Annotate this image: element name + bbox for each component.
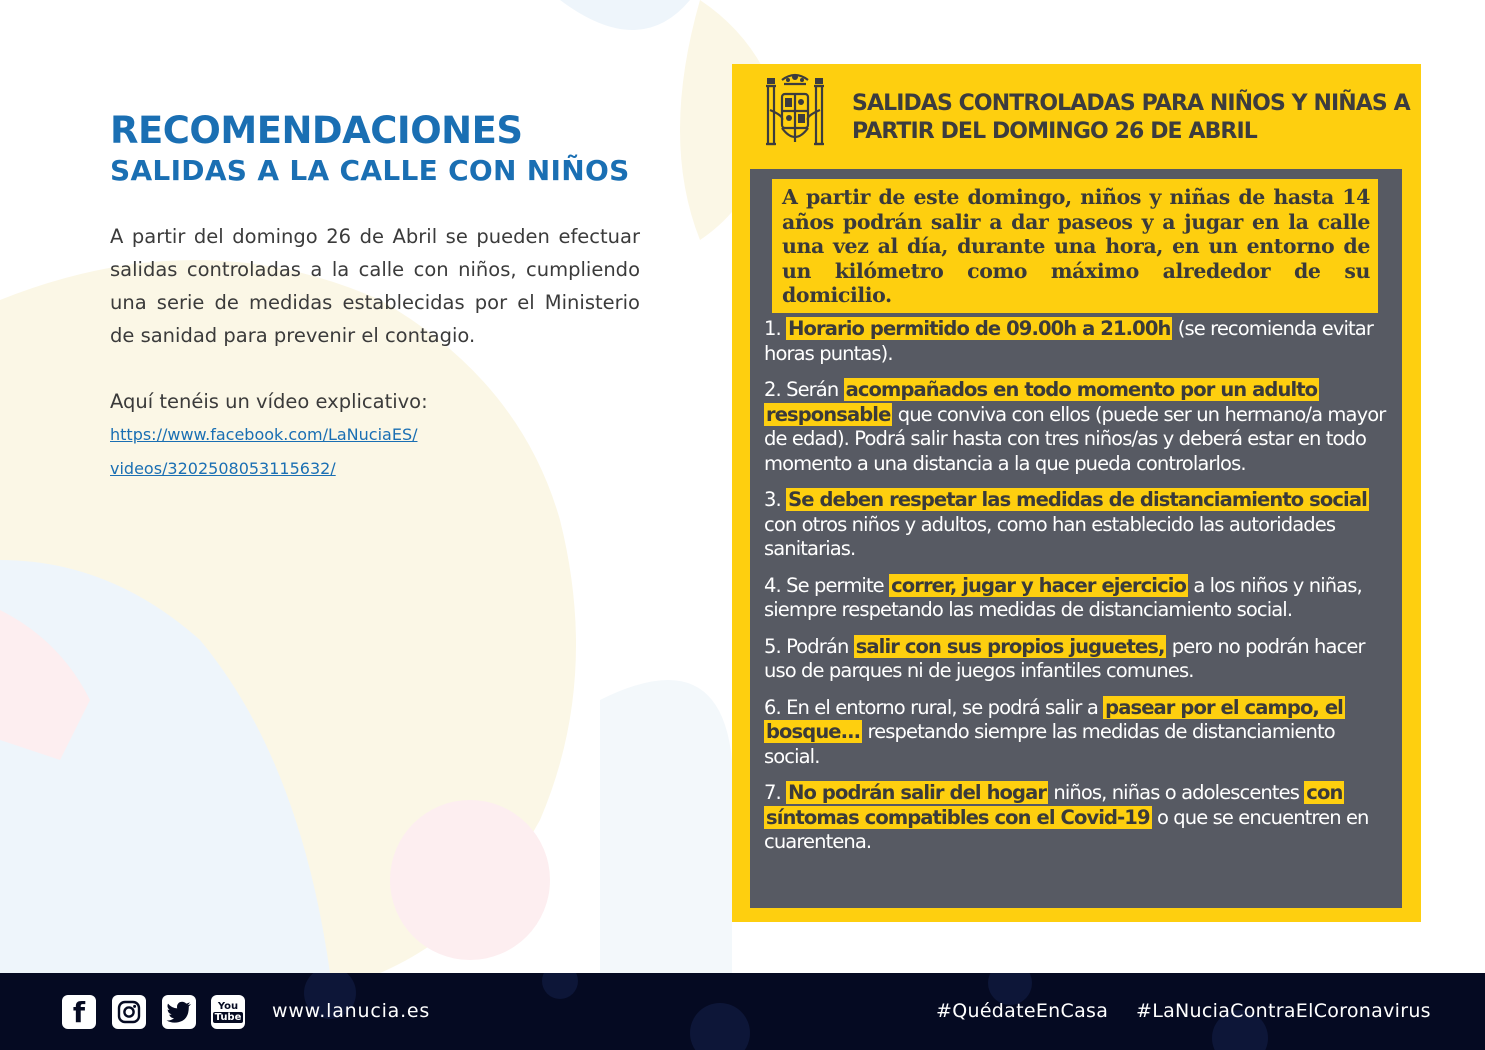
rule-item-4: [764, 574, 1394, 623]
rule-text: 3.: [764, 488, 787, 511]
youtube-label-bottom: Tube: [214, 1012, 242, 1023]
page-title: RECOMENDACIONES: [110, 109, 523, 152]
poster: [732, 64, 1421, 922]
rule-item-2: [764, 378, 1394, 476]
rule-item-5: [764, 635, 1394, 684]
rule-item-1: [764, 317, 1394, 366]
twitter-glyph: [166, 1001, 192, 1023]
rule-text: 4. Se permite: [764, 573, 890, 597]
youtube-icon[interactable]: [211, 995, 245, 1029]
lead-paragraph: A partir de este domingo, niños y niñas de hasta 14 años podrán salir a dar paseos y a jugar en la calle una vez al día, durante una hora, en un entorno de un kilómetro como máximo alrededor de su domicilio.: [772, 179, 1378, 313]
footer-bar: [0, 973, 1485, 1050]
rule-highlight: acompañados en todo momento por un adulto responsable: [766, 378, 1318, 426]
rule-text: 1.: [764, 317, 787, 340]
intro-paragraph: A partir del domingo 26 de Abril se pueden efectuar salidas controladas a la calle con niños, cumpliendo una serie de medidas establecidas por el Ministerio de sanidad para prevenir el contagio.: [110, 225, 640, 347]
page-subtitle: SALIDAS A LA CALLE CON NIÑOS: [110, 154, 630, 187]
left-column: [110, 110, 640, 486]
rule-text: a los niños y niñas, siempre respetando las medidas de distanciamiento social.: [764, 573, 1362, 621]
video-link-line-2[interactable]: videos/3202508053115632/: [110, 459, 336, 478]
hashtag-la-nucia-contra-coronavirus: #LaNuciaContraElCoronavirus: [1136, 1000, 1431, 1022]
rules-list: [764, 317, 1394, 855]
instagram-icon[interactable]: [112, 995, 146, 1029]
rule-highlight: correr, jugar y hacer ejercicio: [891, 573, 1187, 597]
rule-text: respetando siempre las medidas de distanciamiento social.: [764, 720, 1335, 768]
rule-highlight: con síntomas compatibles con el Covid-19: [766, 781, 1343, 829]
rule-text: o que se encuentren en cuarentena.: [764, 805, 1369, 853]
hashtag-quedate-en-casa: #QuédateEnCasa: [936, 1000, 1109, 1022]
website-link[interactable]: www.lanucia.es: [272, 1000, 431, 1022]
video-label: Aquí tenéis un vídeo explicativo:: [110, 390, 428, 413]
rule-text: 7.: [764, 781, 787, 804]
rule-text: pero no podrán hacer uso de parques ni de juegos infantiles comunes.: [764, 634, 1365, 682]
twitter-icon[interactable]: [162, 995, 196, 1029]
rule-highlight: Horario permitido de 09.00h a 21.00h: [788, 317, 1171, 340]
rule-text: con otros niños y adultos, como han establecido las autoridades sanitarias.: [764, 512, 1336, 560]
rule-highlight: salir con sus propios juguetes,: [855, 634, 1165, 658]
rule-text: 6. En el entorno rural, se podrá salir a: [764, 695, 1104, 719]
poster-title: SALIDAS CONTROLADAS PARA NIÑOS Y NIÑAS A PARTIR DEL DOMINGO 26 DE ABRIL: [852, 91, 1410, 144]
rule-highlight: pasear por el campo, el bosque...: [766, 695, 1343, 743]
facebook-icon[interactable]: [62, 995, 96, 1029]
rule-text: 2. Serán: [764, 378, 844, 401]
rule-text: que conviva con ellos (puede ser un hermano/a mayor de edad). Podrá salir hasta con tres niños/as y deberá estar en todo momento a una distancia a la que pueda controlarlos.: [764, 402, 1386, 475]
rule-item-7: [764, 781, 1394, 855]
youtube-label-top: You: [217, 1001, 239, 1012]
rule-text: (se recomienda evitar horas puntas).: [764, 317, 1373, 365]
spain-coat-of-arms-icon: [764, 70, 826, 158]
instagram-glyph: [117, 1000, 141, 1024]
rule-item-3: [764, 488, 1394, 562]
rule-text: niños, niñas o adolescentes: [1048, 781, 1305, 804]
rule-highlight: No podrán salir del hogar: [788, 781, 1047, 804]
facebook-glyph: f: [72, 995, 86, 1029]
rules-panel: [750, 169, 1402, 908]
rule-item-6: [764, 696, 1394, 770]
rule-text: 5. Podrán: [764, 634, 854, 658]
rule-highlight: Se deben respetar las medidas de distanciamiento social: [788, 488, 1367, 511]
video-link-line-1[interactable]: https://www.facebook.com/LaNuciaES/: [110, 425, 418, 444]
